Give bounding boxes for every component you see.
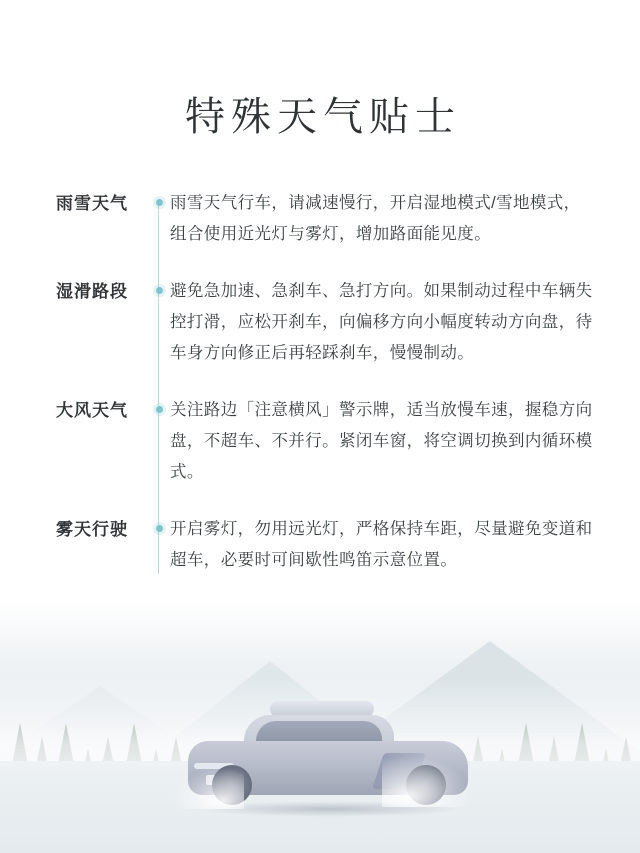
bullet-dot-wrap (148, 276, 170, 294)
list-item (56, 188, 596, 250)
page-title: 特殊天气贴士 (185, 93, 461, 140)
snow-spray-right (382, 755, 472, 807)
tip-label: 雨雪天气 (56, 193, 128, 213)
bullet-dot-wrap (148, 188, 170, 206)
tip-text: 开启雾灯，勿用远光灯，严格保持车距，尽量避免变道和超车，必要时可间歇性鸣笛示意位置。 (170, 519, 593, 569)
tip-label: 湿滑路段 (56, 281, 128, 301)
snow-scene-illustration (0, 600, 640, 853)
tip-text: 避免急加速、急刹车、急打方向。如果制动过程中车辆失控打滑，应松开刹车，向偏移方向小幅度转动方向盘，待车身方向修正后再轻踩刹车，慢慢制动。 (170, 281, 593, 362)
list-item (56, 514, 596, 576)
list-item (56, 395, 596, 488)
list-item (56, 276, 596, 369)
bullet-dot-wrap (148, 514, 170, 532)
tip-text: 雨雪天气行车，请减速慢行，开启湿地模式/雪地模式，组合使用近光灯与雾灯，增加路面能见度。 (170, 193, 581, 243)
bullet-dot-icon (156, 406, 163, 413)
bullet-dot-icon (156, 525, 163, 532)
bullet-dot-icon (156, 199, 163, 206)
tip-label: 大风天气 (56, 400, 128, 420)
tip-label: 雾天行驶 (56, 519, 128, 539)
bullet-dot-wrap (148, 395, 170, 413)
snow-spray-left (174, 769, 244, 809)
suv-car-illustration (178, 699, 478, 811)
bullet-dot-icon (156, 287, 163, 294)
tip-text: 关注路边「注意横风」警示牌，适当放慢车速，握稳方向盘，不超车、不并行。紧闭车窗，将空调切换到内循环模式。 (170, 400, 593, 481)
tips-list (0, 188, 640, 576)
